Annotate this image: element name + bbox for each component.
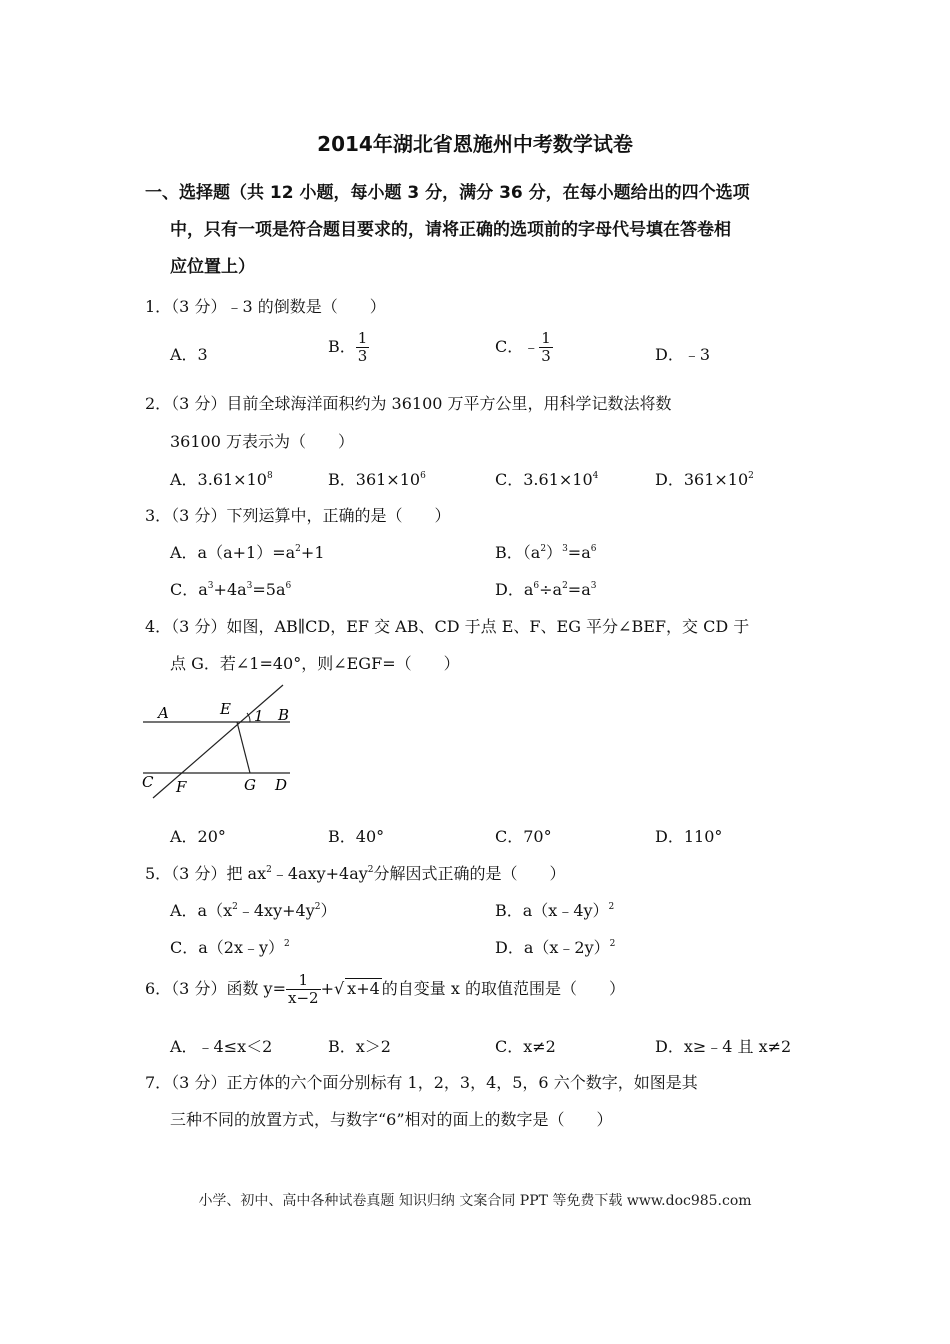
q4-option-d: D．110° <box>655 827 723 846</box>
q3-option-b <box>495 540 596 563</box>
q1-option-c <box>495 330 553 365</box>
q2-option-b-text: B．361×10 <box>328 470 421 489</box>
text: A．a（a+1）=a <box>170 543 296 562</box>
q1-option-c-label: C．﹣ <box>495 337 540 356</box>
exponent: 3 <box>562 544 568 554</box>
question-2-stem-line-2: 36100 万表示为（ ） <box>170 432 354 451</box>
fraction-denominator: x−2 <box>287 989 319 1007</box>
text: ÷a <box>539 580 563 599</box>
text: C．a（2x﹣y） <box>170 938 285 957</box>
q6-option-a: A．﹣4≤x＜2 <box>170 1037 273 1056</box>
page-title: 2014年湖北省恩施州中考数学试卷 <box>317 132 633 156</box>
text: 的自变量 x 的取值范围是（ ） <box>381 979 625 998</box>
fraction-numerator: 1 <box>541 329 551 347</box>
line-ef <box>153 685 283 798</box>
text: ） <box>546 543 563 562</box>
exponent: 2 <box>540 544 547 554</box>
q4-option-b: B．40° <box>328 827 385 846</box>
q1-option-b-label: B． <box>328 337 356 356</box>
q4-option-a: A．20° <box>170 827 226 846</box>
exponent: 6 <box>420 471 426 481</box>
exponent: 2 <box>284 939 290 949</box>
text: +1 <box>300 543 325 562</box>
label-e: E <box>220 700 231 718</box>
q1-option-d: D．﹣3 <box>655 345 711 364</box>
fraction-denominator: 3 <box>357 347 368 365</box>
exponent: 2 <box>609 939 616 949</box>
exponent: 2 <box>232 902 238 912</box>
q3-option-c <box>170 577 291 600</box>
label-g: G <box>244 776 256 794</box>
exponent: 2 <box>748 471 754 481</box>
q1-option-b <box>328 330 369 365</box>
text: A．a（x <box>170 901 233 920</box>
exponent: 2 <box>562 581 568 591</box>
q5-option-b <box>495 898 614 921</box>
text: 5．（3 分）把 ax <box>145 864 267 883</box>
question-7-stem-line-2: 三种不同的放置方式，与数字“6”相对的面上的数字是（ ） <box>170 1110 613 1129</box>
q2-option-d-text: D．361×10 <box>655 470 749 489</box>
radicand: x+4 <box>347 979 380 998</box>
q6-fraction <box>286 972 321 1007</box>
q3-option-d <box>495 577 596 600</box>
plus-sign: + <box>320 979 334 998</box>
q6-option-d: D．x≥﹣4 且 x≠2 <box>655 1037 792 1056</box>
exponent: 6 <box>285 581 292 591</box>
text: =5a <box>252 580 286 599</box>
text: =a <box>567 543 591 562</box>
q5-option-d <box>495 935 615 958</box>
exponent: 3 <box>246 581 253 591</box>
segment-eg <box>237 722 250 773</box>
q5-option-c <box>170 935 290 958</box>
label-c: C <box>142 773 154 791</box>
question-7-stem-line-1: 7．（3 分）正方体的六个面分别标有 1，2，3，4，5，6 六个数字，如图是其 <box>145 1073 698 1092</box>
q2-option-a-text: A．3.61×10 <box>170 470 267 489</box>
fraction-numerator: 1 <box>286 972 321 990</box>
q2-option-a <box>170 467 273 490</box>
q1-option-c-fraction <box>539 330 553 365</box>
exponent: 8 <box>266 471 273 481</box>
text: B．（a <box>495 543 541 562</box>
text: 6．（3 分）函数 y= <box>145 979 286 998</box>
q5-option-a <box>170 898 336 921</box>
exponent: 2 <box>266 865 272 875</box>
exponent: 3 <box>207 581 214 591</box>
exponent: 3 <box>590 581 597 591</box>
parallel-lines-figure <box>138 680 298 802</box>
q1-option-a: A．3 <box>170 345 208 364</box>
q6-option-b: B．x＞2 <box>328 1037 391 1056</box>
page-footer: 小学、初中、高中各种试卷真题 知识归纳 文案合同 PPT 等免费下载 www.doc985.com <box>198 1193 752 1209</box>
question-5-stem <box>145 861 566 884</box>
sqrt-icon: √ <box>333 979 345 998</box>
section-heading-line-1: 一、选择题（共 12 小题，每小题 3 分，满分 36 分，在每小题给出的四个选项 <box>145 183 750 203</box>
text: +4a <box>213 580 247 599</box>
exponent: 6 <box>590 544 597 554</box>
q2-option-c-text: C．3.61×10 <box>495 470 593 489</box>
exponent: 2 <box>608 902 615 912</box>
text: =a <box>567 580 591 599</box>
section-heading-line-2: 中，只有一项是符合题目要求的，请将正确的选项前的字母代号填在答卷相 <box>170 220 731 240</box>
q1-option-b-fraction <box>356 330 370 365</box>
text: B．a（x﹣4y） <box>495 901 609 920</box>
exponent: 2 <box>314 902 321 912</box>
q2-option-d <box>655 467 754 490</box>
question-4-stem-line-1: 4．（3 分）如图，AB∥CD，EF 交 AB、CD 于点 E、F、EG 平分∠BEF，交 CD 于 <box>145 617 750 636</box>
section-heading-line-3: 应位置上） <box>170 257 255 277</box>
q2-option-b <box>328 467 426 490</box>
text: ） <box>320 901 337 920</box>
label-d: D <box>275 776 288 794</box>
label-f: F <box>176 778 187 796</box>
text: ﹣4xy+4y <box>237 901 315 920</box>
exponent: 2 <box>367 865 374 875</box>
q3-option-a <box>170 540 325 563</box>
text: C．a <box>170 580 208 599</box>
exponent: 2 <box>295 544 301 554</box>
text: 分解因式正确的是（ ） <box>373 864 566 883</box>
fraction-denominator: 3 <box>541 347 551 365</box>
question-2-stem-line-1: 2．（3 分）目前全球海洋面积约为 36100 万平方公里，用科学记数法将数 <box>145 394 672 413</box>
q6-option-c: C．x≠2 <box>495 1037 556 1056</box>
question-4-stem-line-2: 点 G．若∠1=40°，则∠EGF=（ ） <box>170 654 460 673</box>
exponent: 4 <box>592 471 599 481</box>
question-3-stem: 3．（3 分）下列运算中，正确的是（ ） <box>145 506 451 525</box>
label-b: B <box>278 706 290 724</box>
fraction-numerator: 1 <box>357 329 368 347</box>
text: D．a <box>495 580 534 599</box>
question-1-stem: 1．（3 分）﹣3 的倒数是（ ） <box>145 297 386 316</box>
question-6-stem <box>145 972 625 1007</box>
label-angle-1: 1 <box>254 707 264 725</box>
q4-option-c: C．70° <box>495 827 552 846</box>
section-heading <box>145 175 815 286</box>
text: D．a（x﹣2y） <box>495 938 610 957</box>
label-a: A <box>158 704 169 722</box>
q2-option-c <box>495 467 598 490</box>
exponent: 6 <box>533 581 540 591</box>
text: ﹣4axy+4ay <box>271 864 368 883</box>
